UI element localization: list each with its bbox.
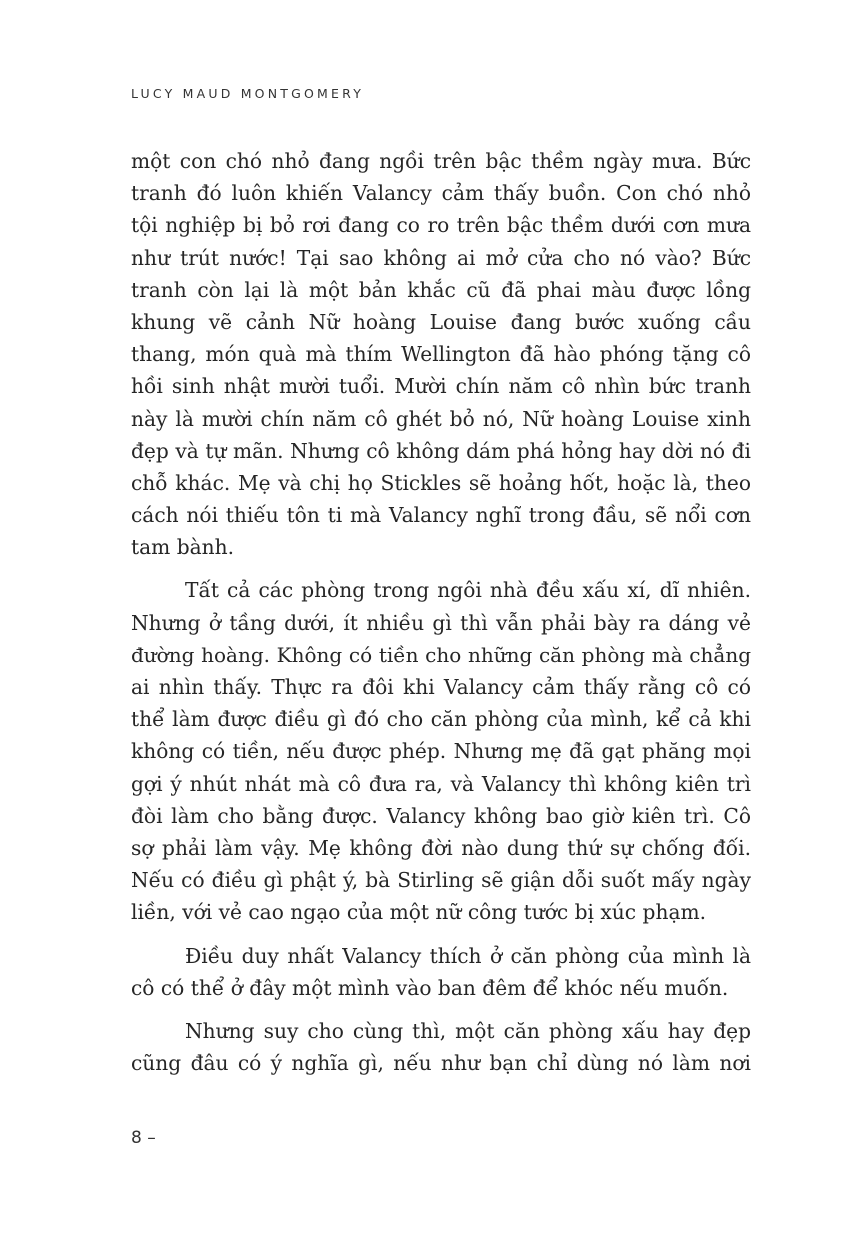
page-number: 8 – [131, 1128, 156, 1148]
body-text [131, 145, 751, 1079]
text-line: tội nghiệp bị bỏ rơi đang co ro trên bậc thềm dưới cơn mưa [131, 213, 751, 238]
text-line: sợ phải làm vậy. Mẹ không đời nào dung thứ sự chống đối. [131, 835, 751, 860]
paragraph-gap [131, 929, 751, 940]
text-line: liền, với vẻ cao ngạo của một nữ công tước bị xúc phạm. [131, 900, 707, 925]
running-head-author: LUCY MAUD MONTGOMERY [131, 86, 365, 101]
text-line: tranh đó luôn khiến Valancy cảm thấy buồn. Con chó nhỏ [131, 181, 751, 206]
text-line: Nếu có điều gì phật ý, bà Stirling sẽ giận dỗi suốt mấy ngày [131, 868, 751, 893]
text-line: chỗ khác. Mẹ và chị họ Stickles sẽ hoảng hốt, hoặc là, theo [131, 470, 751, 495]
text-line: Điều duy nhất Valancy thích ở căn phòng của mình là [185, 943, 751, 968]
text-line: này là mười chín năm cô ghét bỏ nó, Nữ hoàng Louise xinh [131, 406, 751, 431]
text-line: gợi ý nhút nhát mà cô đưa ra, và Valancy thì không kiên trì [131, 771, 751, 796]
text-line: đường hoàng. Không có tiền cho những căn phòng mà chẳng [131, 642, 751, 667]
text-line: Tất cả các phòng trong ngôi nhà đều xấu xí, dĩ nhiên. [185, 578, 751, 603]
text-line: thang, món quà mà thím Wellington đã hào phóng tặng cô [131, 342, 751, 367]
text-line: Nhưng suy cho cùng thì, một căn phòng xấu hay đẹp [185, 1018, 751, 1043]
text-line: thể làm được điều gì đó cho căn phòng của mình, kể cả khi [131, 707, 751, 732]
text-line: đòi làm cho bằng được. Valancy không bao giờ kiên trì. Cô [131, 803, 751, 828]
paragraph-gap [131, 563, 751, 574]
text-line: một con chó nhỏ đang ngồi trên bậc thềm ngày mưa. Bức [131, 149, 751, 173]
text-line: cách nói thiếu tôn ti mà Valancy nghĩ trong đầu, sẽ nổi cơn [131, 503, 751, 528]
text-line: không có tiền, nếu được phép. Nhưng mẹ đã gạt phăng mọi [131, 739, 751, 764]
text-line: như trút nước! Tại sao không ai mở cửa cho nó vào? Bức [131, 245, 751, 270]
text-line: hồi sinh nhật mười tuổi. Mười chín năm cô nhìn bức tranh [131, 374, 751, 399]
text-line: tam bành. [131, 535, 235, 560]
text-line: đẹp và tự mãn. Nhưng cô không dám phá hỏng hay dời nó đi [131, 438, 751, 463]
paragraph-gap [131, 1004, 751, 1015]
text-line: ai nhìn thấy. Thực ra đôi khi Valancy cảm thấy rằng cô có [131, 675, 751, 699]
text-line: cũng đâu có ý nghĩa gì, nếu như bạn chỉ dùng nó làm nơi [131, 1051, 751, 1076]
text-line: tranh còn lại là một bản khắc cũ đã phai màu được lồng [131, 277, 751, 302]
text-line: khung vẽ cảnh Nữ hoàng Louise đang bước xuống cầu [131, 309, 751, 334]
text-line: Nhưng ở tầng dưới, ít nhiều gì thì vẫn phải bày ra dáng vẻ [131, 610, 751, 635]
text-line: cô có thể ở đây một mình vào ban đêm để khóc nếu muốn. [131, 975, 729, 1000]
